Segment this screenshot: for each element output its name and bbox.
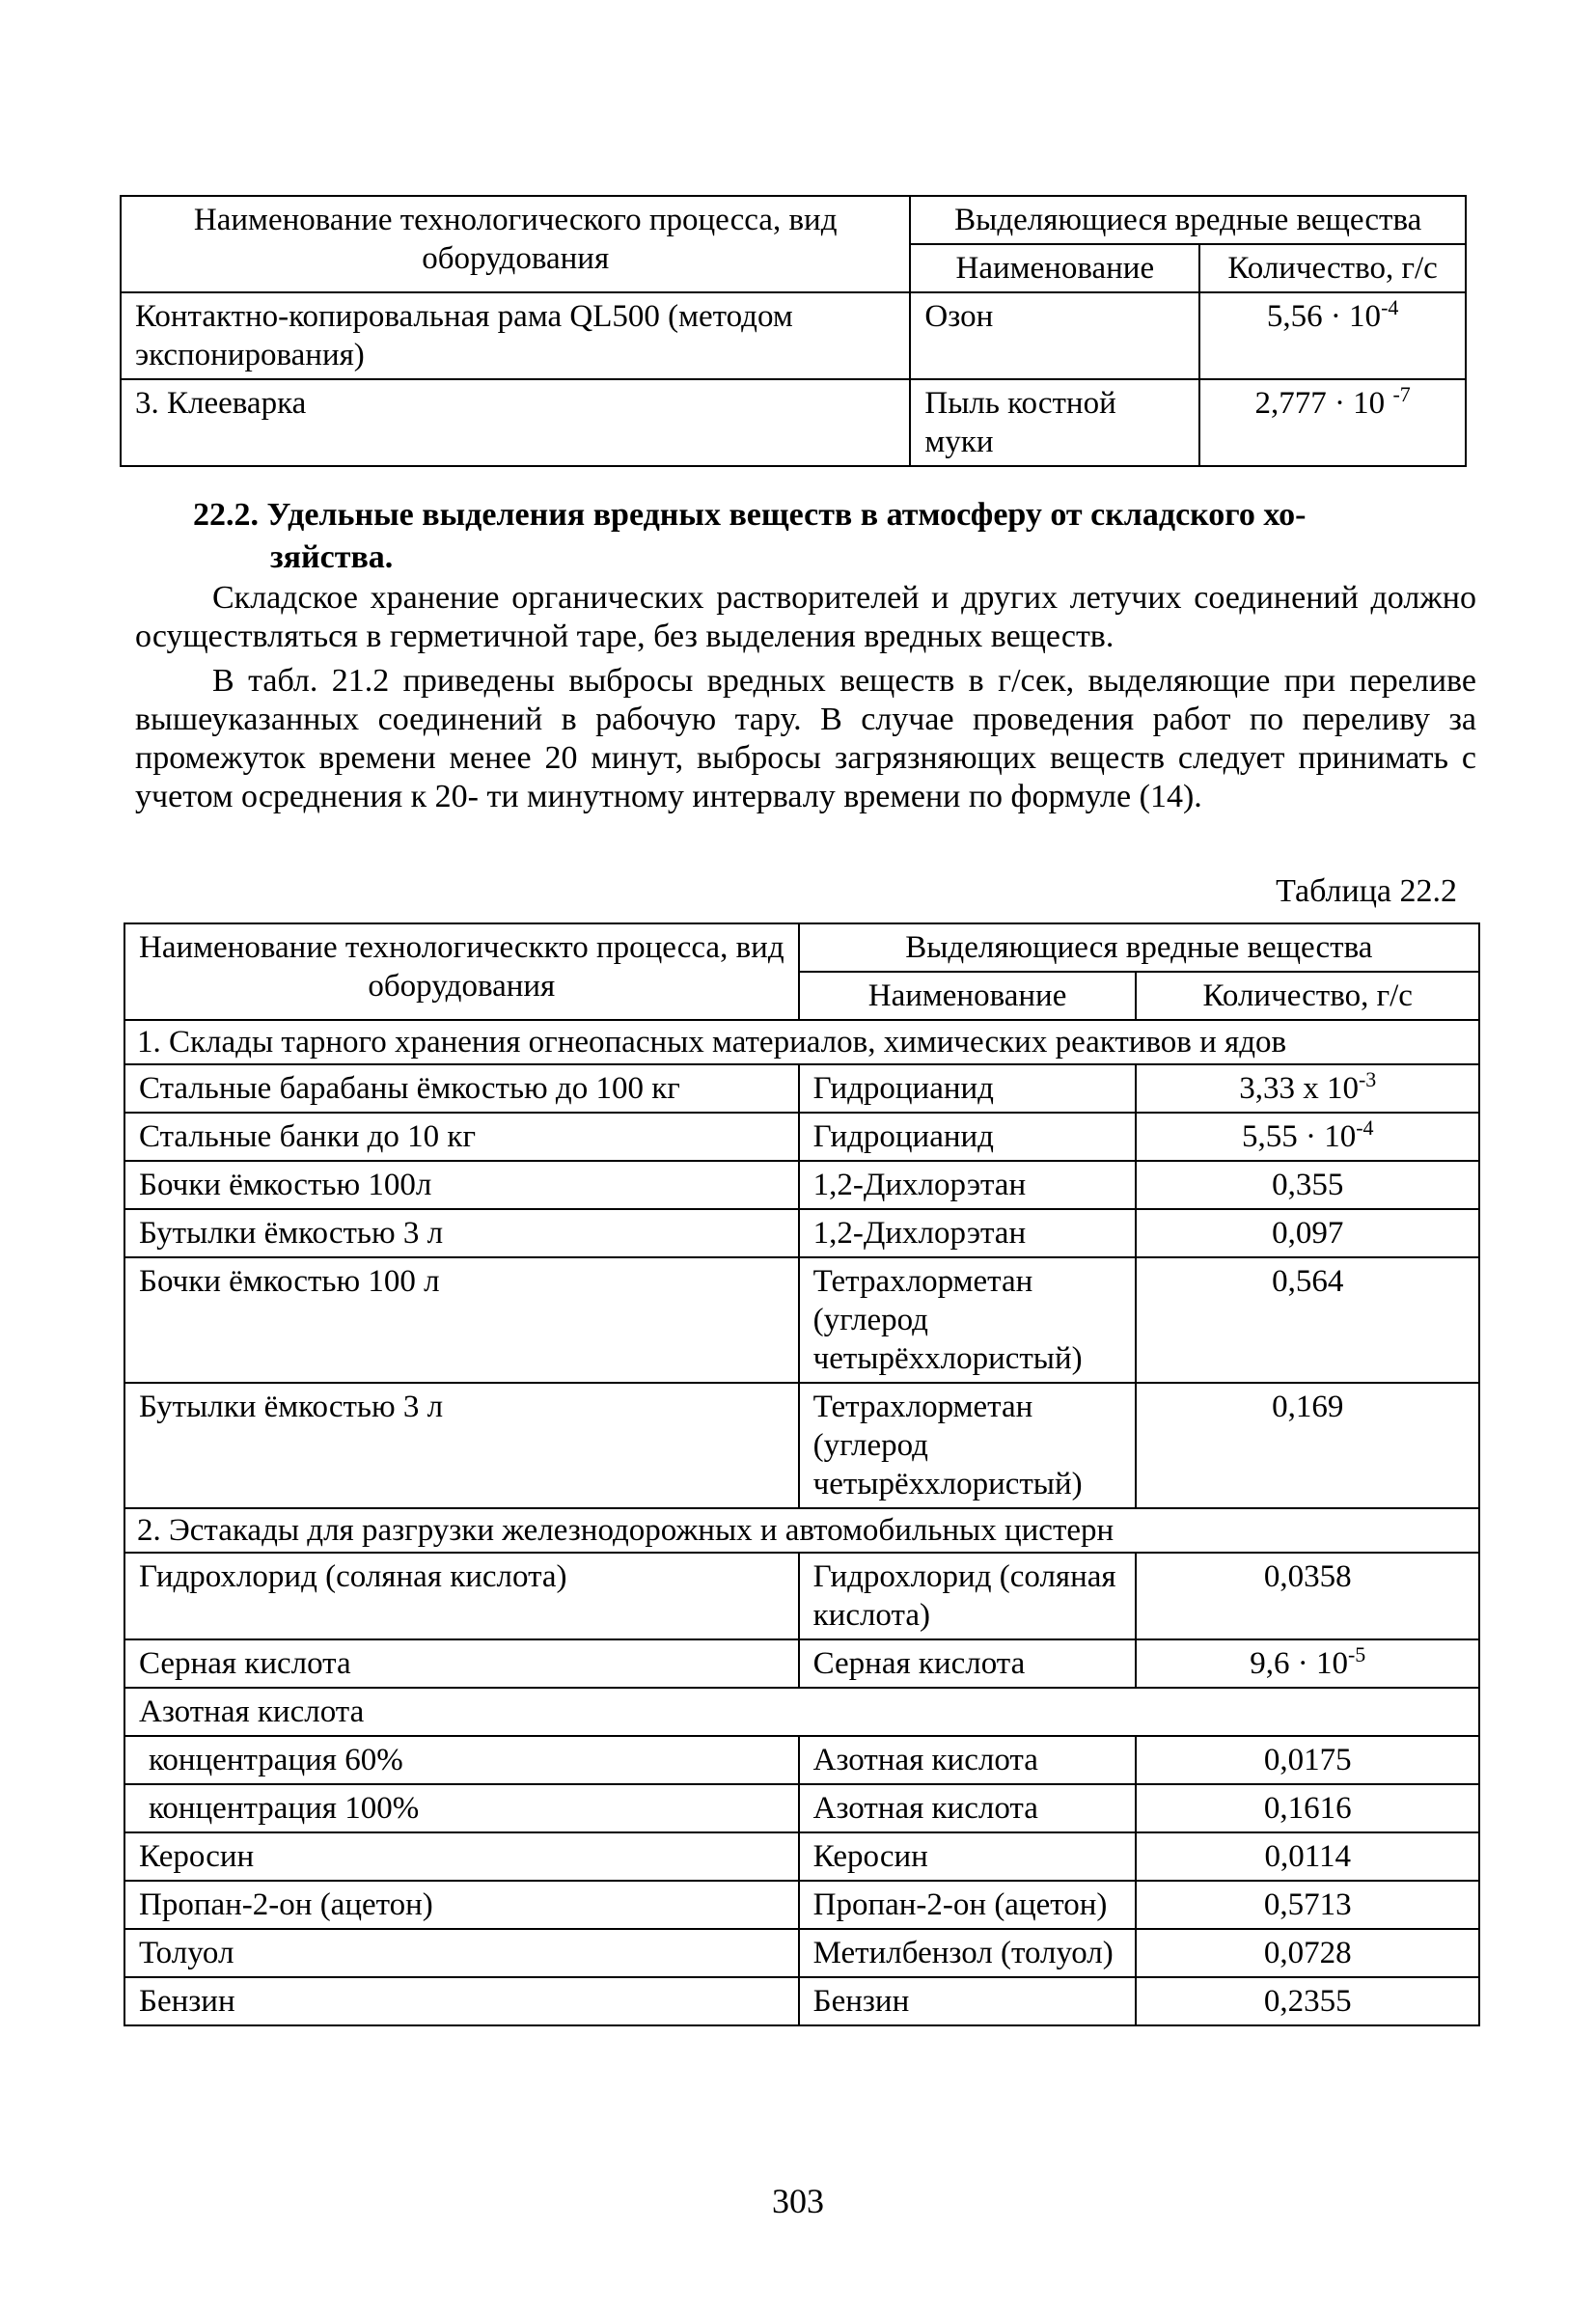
table-row (121, 379, 1466, 466)
substance-cell: Бензин (799, 1977, 1137, 2025)
process-cell: 3. Клееварка (121, 379, 910, 466)
substance-cell: Азотная кислота (799, 1784, 1137, 1832)
table2-header-qty: Количество, г/с (1136, 972, 1479, 1020)
table-row (124, 1161, 1479, 1209)
table-row (124, 1929, 1479, 1977)
section-row-trestles: 2. Эстакады для разгрузки железнодорожных и автомобильных цистерн (124, 1508, 1479, 1553)
table1-header-group: Выделяющиеся вредные вещества (910, 196, 1466, 244)
quantity-cell: 0,169 (1136, 1383, 1479, 1508)
nitric-acid-label: Азотная кислота (124, 1688, 1479, 1736)
substance-cell: Гидрохлорид (соляная кислота) (799, 1553, 1137, 1639)
table-row (124, 1639, 1479, 1688)
other-rows (124, 1736, 1479, 2025)
substance-cell: Гидроцианид (799, 1113, 1137, 1161)
process-cell: Бутылки ёмкостью 3 л (124, 1209, 799, 1257)
substance-cell: Пропан-2-он (ацетон) (799, 1881, 1137, 1929)
table-row (124, 1209, 1479, 1257)
process-cell: Серная кислота (124, 1639, 799, 1688)
quantity-cell: $9,6 \cdot 10^{-5}$ (1136, 1639, 1479, 1688)
paragraph: Складское хранение органических растворителей и других летучих соединений должно осуществляться в герметичной таре, без выделения вредных веществ. (135, 580, 1476, 654)
process-cell: Бутылки ёмкостью 3 л (124, 1383, 799, 1508)
table-row (124, 1064, 1479, 1113)
page-number: 303 (772, 2182, 824, 2220)
table1-header-qty: Количество, г/с (1199, 244, 1466, 292)
substance-cell: 1,2-Дихлорэтан (799, 1209, 1137, 1257)
process-cell: Бензин (124, 1977, 799, 2025)
process-cell: Керосин (124, 1832, 799, 1881)
quantity-cell: 2,777 · 10 $^{-7}$ (1199, 379, 1466, 466)
quantity-cell: 0,0114 (1136, 1832, 1479, 1881)
storage-rows (124, 1064, 1479, 1508)
substance-cell: Серная кислота (799, 1639, 1137, 1688)
process-cell: Стальные барабаны ёмкостью до 100 кг (124, 1064, 799, 1113)
substance-cell: Гидроцианид (799, 1064, 1137, 1113)
quantity-cell: $5,56 \cdot 10^{-4}$ (1199, 292, 1466, 379)
substance-cell: Тетрахлорметан (углерод четырёххлористый) (799, 1257, 1137, 1383)
table2-header-group: Выделяющиеся вредные вещества (799, 923, 1479, 972)
table-row (124, 1113, 1479, 1161)
substance-cell: Пыль костной муки (910, 379, 1199, 466)
table-row (124, 1257, 1479, 1383)
process-cell: Бочки ёмкостью 100 л (124, 1257, 799, 1383)
quantity-cell: 3,33 х $10^{-3}$ (1136, 1064, 1479, 1113)
process-cell: Бочки ёмкостью 100л (124, 1161, 799, 1209)
table-row (124, 1383, 1479, 1508)
table-row (124, 1784, 1479, 1832)
paragraph: В табл. 21.2 приведены выбросы вредных веществ в г/сек, выделяющие при переливе вышеуказанных соединений в рабочую тару. В случае проведения работ по переливу за промежуток времени менее 20 минут, выбросы загрязняющих веществ следует принимать с учетом осреднения к 20- ти минутному интервалу времени по формуле (14). (135, 663, 1476, 814)
quantity-cell: 0,564 (1136, 1257, 1479, 1383)
process-cell: Гидрохлорид (соляная кислота) (124, 1553, 799, 1639)
quantity-cell: 0,0175 (1136, 1736, 1479, 1784)
table1-header-process: Наименование технологического процесса, вид оборудования (121, 196, 910, 292)
process-cell: Толуол (124, 1929, 799, 1977)
table2-header-process: Наименование технологическкто процесса, вид оборудования (124, 923, 799, 1020)
trestle-rows (124, 1553, 1479, 1688)
quantity-cell: 0,0728 (1136, 1929, 1479, 1977)
process-cell: Пропан-2-он (ацетон) (124, 1881, 799, 1929)
substance-cell: Азотная кислота (799, 1736, 1137, 1784)
emissions-table-1 (120, 195, 1467, 467)
quantity-cell: $5,55 \cdot 10^{-4}$ (1136, 1113, 1479, 1161)
section-heading: 22.2. Удельные выделения вредных веществ в атмосферу от складского хо- зяйства. (193, 497, 1307, 575)
substance-cell: Озон (910, 292, 1199, 379)
substance-cell: Метилбензол (толуол) (799, 1929, 1137, 1977)
substance-cell: Тетрахлорметан (углерод четырёххлористый) (799, 1383, 1137, 1508)
table1-header-name: Наименование (910, 244, 1199, 292)
quantity-cell: 0,355 (1136, 1161, 1479, 1209)
quantity-cell: 0,097 (1136, 1209, 1479, 1257)
quantity-cell: 0,1616 (1136, 1784, 1479, 1832)
process-cell: Контактно-копировальная рама QL500 (методом экспонирования) (121, 292, 910, 379)
table-row (124, 1881, 1479, 1929)
substance-cell: 1,2-Дихлорэтан (799, 1161, 1137, 1209)
section-row-storage: 1. Склады тарного хранения огнеопасных материалов, химических реактивов и ядов (124, 1020, 1479, 1064)
process-cell: концентрация 100% (124, 1784, 799, 1832)
table-row (121, 292, 1466, 379)
table2-header-name: Наименование (799, 972, 1137, 1020)
table-caption: Таблица 22.2 (1276, 873, 1457, 909)
table-row (124, 1977, 1479, 2025)
table-row (124, 1553, 1479, 1639)
process-cell: Стальные банки до 10 кг (124, 1113, 799, 1161)
table-row (124, 1736, 1479, 1784)
emissions-table-2 (124, 922, 1480, 2026)
substance-cell: Керосин (799, 1832, 1137, 1881)
quantity-cell: 0,0358 (1136, 1553, 1479, 1639)
quantity-cell: 0,2355 (1136, 1977, 1479, 2025)
table-row (124, 1832, 1479, 1881)
quantity-cell: 0,5713 (1136, 1881, 1479, 1929)
process-cell: концентрация 60% (124, 1736, 799, 1784)
